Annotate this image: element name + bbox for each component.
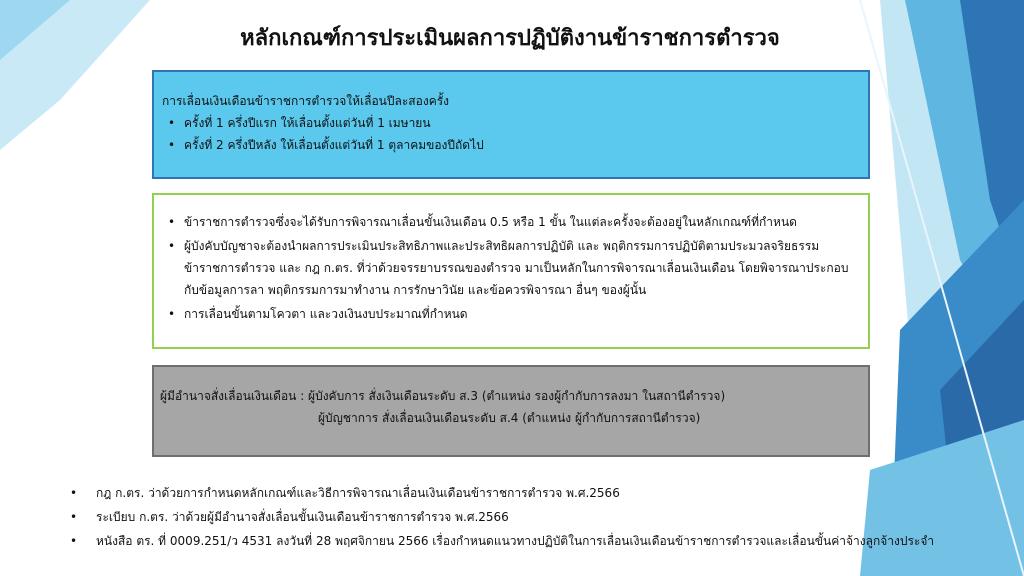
slide-title: หลักเกณฑ์การประเมินผลการปฏิบัติงานข้าราชการตำรวจ <box>240 26 780 51</box>
schedule-heading: การเลื่อนเงินเดือนข้าราชการตำรวจให้เลื่อนปีละสองครั้ง <box>162 94 450 108</box>
list-item <box>162 211 858 233</box>
authority-line-2: ผู้บัญชาการ สั่งเลื่อนเงินเดือนระดับ ส.4 (ตำแหน่ง ผู้กำกับการสถานีตำรวจ) <box>318 411 701 425</box>
criteria-item-2-line-1: ผู้บังคับบัญชาจะต้องนำผลการประเมินประสิทธิภาพและประสิทธิผลการปฏิบัติ และ พฤติกรรมการปฏิบัติตามประมวลจริยธรรม <box>184 239 820 253</box>
criteria-item-3: การเลื่อนขั้นตามโควตา และวงเงินงบประมาณที่กำหนด <box>184 307 468 321</box>
list-item <box>162 112 858 134</box>
criteria-item-2-line-3: กับข้อมูลการลา พฤติกรรมการมาทำงาน การรักษาวินัย และข้อควรพิจารณา อื่นๆ ของผู้นั้น <box>184 283 647 297</box>
criteria-item-1: ข้าราชการตำรวจซึ่งจะได้รับการพิจารณาเลื่อนขั้นเงินเดือน 0.5 หรือ 1 ขั้น ในแต่ละครั้งจะต้องอยู่ในหลักเกณฑ์ที่กำหนด <box>184 215 797 229</box>
schedule-item-1: ครั้งที่ 1 ครึ่งปีแรก ให้เลื่อนตั้งแต่วันที่ 1 เมษายน <box>184 116 431 130</box>
bullet: • <box>70 534 78 548</box>
list-item <box>70 481 950 505</box>
bullet: • <box>168 138 176 152</box>
list-item <box>162 303 858 325</box>
authority-box <box>152 365 870 457</box>
bullet: • <box>168 215 176 229</box>
reference-2: ระเบียบ ก.ตร. ว่าด้วยผู้มีอำนาจสั่งเลื่อนขั้นเงินเดือนข้าราชการตำรวจ พ.ศ.2566 <box>96 510 509 524</box>
list-item <box>70 529 950 553</box>
criteria-item-2-line-2: ข้าราชการตำรวจ และ กฎ ก.ตร. ที่ว่าด้วยจรรยาบรรณของตำรวจ มาเป็นหลักในการพิจารณาเลื่อนเงินเดือน โดยพิจารณาประกอบ <box>184 261 849 275</box>
bullet: • <box>168 307 176 321</box>
salary-raise-schedule-box <box>152 70 870 179</box>
list-item <box>70 505 950 529</box>
bullet: • <box>168 239 176 253</box>
list-item <box>162 134 858 156</box>
bullet: • <box>70 486 78 500</box>
schedule-item-2: ครั้งที่ 2 ครึ่งปีหลัง ให้เลื่อนตั้งแต่วันที่ 1 ตุลาคมของปีถัดไป <box>184 138 484 152</box>
bullet: • <box>168 116 176 130</box>
references-list <box>70 481 950 553</box>
authority-line-1: ผู้มีอำนาจสั่งเลื่อนเงินเดือน : ผู้บังคับการ สั่งเงินเดือนระดับ ส.3 (ตำแหน่ง รองผู้กำกับการลงมา ในสถานีตำรวจ) <box>160 389 726 403</box>
criteria-box <box>152 193 870 349</box>
reference-1: กฎ ก.ตร. ว่าด้วยการกำหนดหลักเกณฑ์และวิธีการพิจารณาเลื่อนเงินเดือนข้าราชการตำรวจ พ.ศ.2566 <box>96 486 620 500</box>
reference-3: หนังสือ ตร. ที่ 0009.251/ว 4531 ลงวันที่ 28 พฤศจิกายน 2566 เรื่องกำหนดแนวทางปฏิบัติในการเลื่อนเงินเดือนข้าราชการตำรวจและเลื่อนขั้นค่าจ้างลูกจ้างประจำ <box>96 534 935 548</box>
bullet: • <box>70 510 78 524</box>
list-item <box>162 235 858 301</box>
